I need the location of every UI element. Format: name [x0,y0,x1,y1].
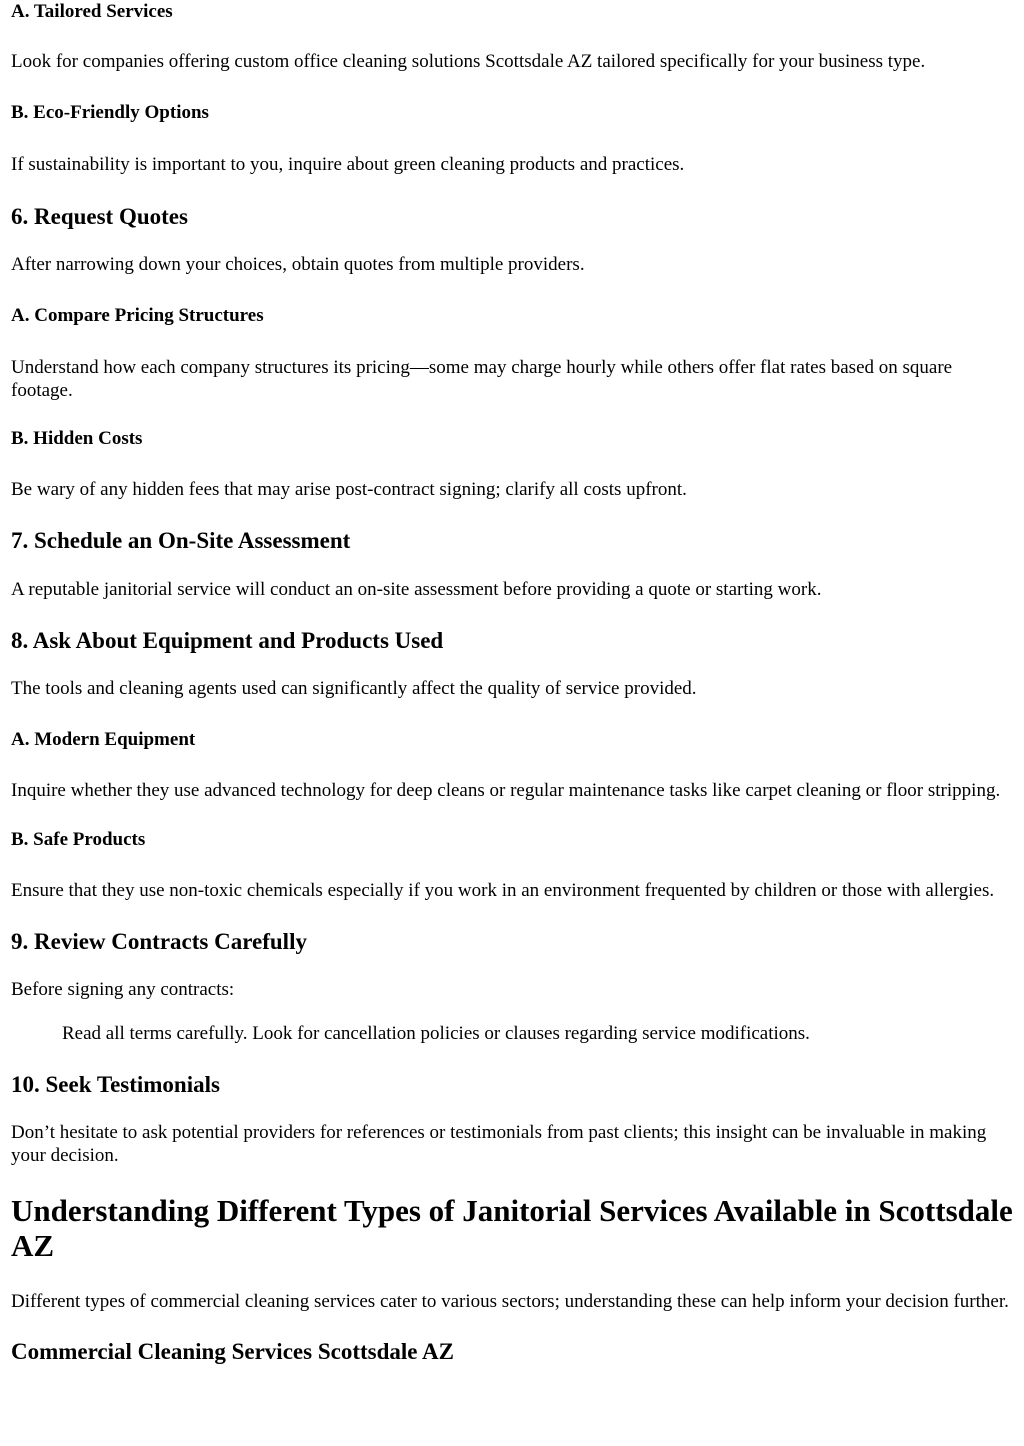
paragraph-eco-friendly-options: If sustainability is important to you, inquire about green cleaning products and practices. [11,154,685,175]
paragraph-equipment-products: The tools and cleaning agents used can significantly affect the quality of service provided. [11,678,697,699]
subheading-tailored-services: A. Tailored Services [11,1,173,22]
paragraph-compare-pricing: Understand how each company structures its pricing—some may charge hourly while others offer flat rates based on square footage. [11,357,953,401]
paragraph-modern-equipment: Inquire whether they use advanced technology for deep cleans or regular maintenance tasks like carpet cleaning or floor stripping. [11,780,1001,801]
heading-equipment-products: 8. Ask About Equipment and Products Used [11,628,444,653]
heading-seek-testimonials: 10. Seek Testimonials [11,1072,220,1097]
paragraph-seek-testimonials: Don’t hesitate to ask potential providers for references or testimonials from past clients; this insight can be invaluable in making your decision. [11,1122,987,1166]
paragraph-janitorial-types: Different types of commercial cleaning services cater to various sectors; understanding these can help inform your decision further. [11,1291,1009,1312]
paragraph-safe-products: Ensure that they use non-toxic chemicals especially if you work in an environment frequented by children or those with allergies. [11,880,995,901]
section-heading-janitorial-types: Understanding Different Types of Janitorial Services Available in Scottsdale AZ [11,1193,1013,1263]
paragraph-request-quotes: After narrowing down your choices, obtain quotes from multiple providers. [11,254,585,275]
subheading-safe-products: B. Safe Products [11,829,146,850]
subheading-eco-friendly-options: B. Eco-Friendly Options [11,102,209,123]
heading-request-quotes: 6. Request Quotes [11,204,188,229]
paragraph-hidden-costs: Be wary of any hidden fees that may arise post-contract signing; clarify all costs upfront. [11,479,687,500]
list-item-read-terms: Read all terms carefully. Look for cancellation policies or clauses regarding service modifications. [62,1023,810,1044]
heading-review-contracts: 9. Review Contracts Carefully [11,929,307,954]
paragraph-onsite-assessment: A reputable janitorial service will conduct an on-site assessment before providing a quote or starting work. [11,579,822,600]
paragraph-tailored-services: Look for companies offering custom office cleaning solutions Scottsdale AZ tailored specifically for your business type. [11,51,926,72]
heading-commercial-cleaning: Commercial Cleaning Services Scottsdale AZ [11,1339,454,1364]
subheading-hidden-costs: B. Hidden Costs [11,428,143,449]
heading-onsite-assessment: 7. Schedule an On-Site Assessment [11,528,351,553]
subheading-modern-equipment: A. Modern Equipment [11,729,196,750]
paragraph-review-contracts: Before signing any contracts: [11,979,235,1000]
subheading-compare-pricing: A. Compare Pricing Structures [11,305,264,326]
